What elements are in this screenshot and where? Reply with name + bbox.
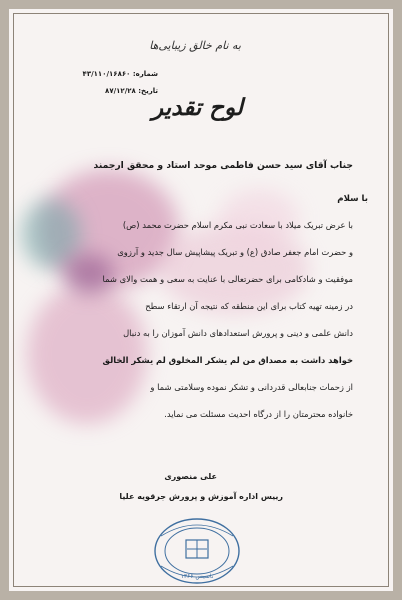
signatory-name: علی منصوری	[164, 472, 217, 481]
greeting: با سلام	[337, 194, 368, 204]
body-line: دانش علمی و دینی و پرورش استعدادهای دانش آموزان را به دنبال	[123, 328, 353, 338]
official-stamp	[149, 514, 245, 588]
decorative-blot	[27, 284, 147, 424]
signatory-position: رییس اداره آموزش و پرورش جرقویه علیا	[119, 492, 283, 501]
bismillah: به نام خالق زیبایی‌ها	[149, 39, 241, 52]
page-title: لوح تقدیر	[152, 94, 243, 121]
decorative-blot	[219, 189, 299, 249]
body-line: و حضرت امام جعفر صادق (ع) و تبریک پیشاپیش سال جدید و آرزوی	[117, 247, 353, 257]
body-line: در زمینه تهیه کتاب برای این منطقه که نتیجه آن ارتقاء سطح	[145, 301, 353, 311]
letter-number: شماره: ۴۳/۱۱۰/۱۶۸۶۰	[82, 70, 158, 78]
letter-date: تاریخ: ۸۷/۱۲/۲۸	[105, 87, 158, 95]
body-line: خانواده محترمتان را از درگاه احدیت مسئلت می نماید.	[164, 409, 353, 419]
body-line: موفقیت و شادکامی برای حضرتعالی با عنایت به سعی و همت والای شما	[102, 274, 353, 284]
body-line: با عرض تبریک میلاد با سعادت نبی مکرم اسلام حضرت محمد (ص)	[122, 220, 353, 230]
body-line: خواهد داشت به مصداق من لم یشکر المخلوق لم یشکر الخالق	[102, 355, 353, 365]
stamp-year: تاسیس ۱۳۶۶	[180, 573, 214, 580]
recipient-line: جناب آقای سید حسن فاطمی موحد استاد و محقق ارجمند	[93, 160, 353, 171]
body-line: از زحمات جنابعالی قدردانی و تشکر نموده وسلامتی شما و	[150, 382, 353, 392]
